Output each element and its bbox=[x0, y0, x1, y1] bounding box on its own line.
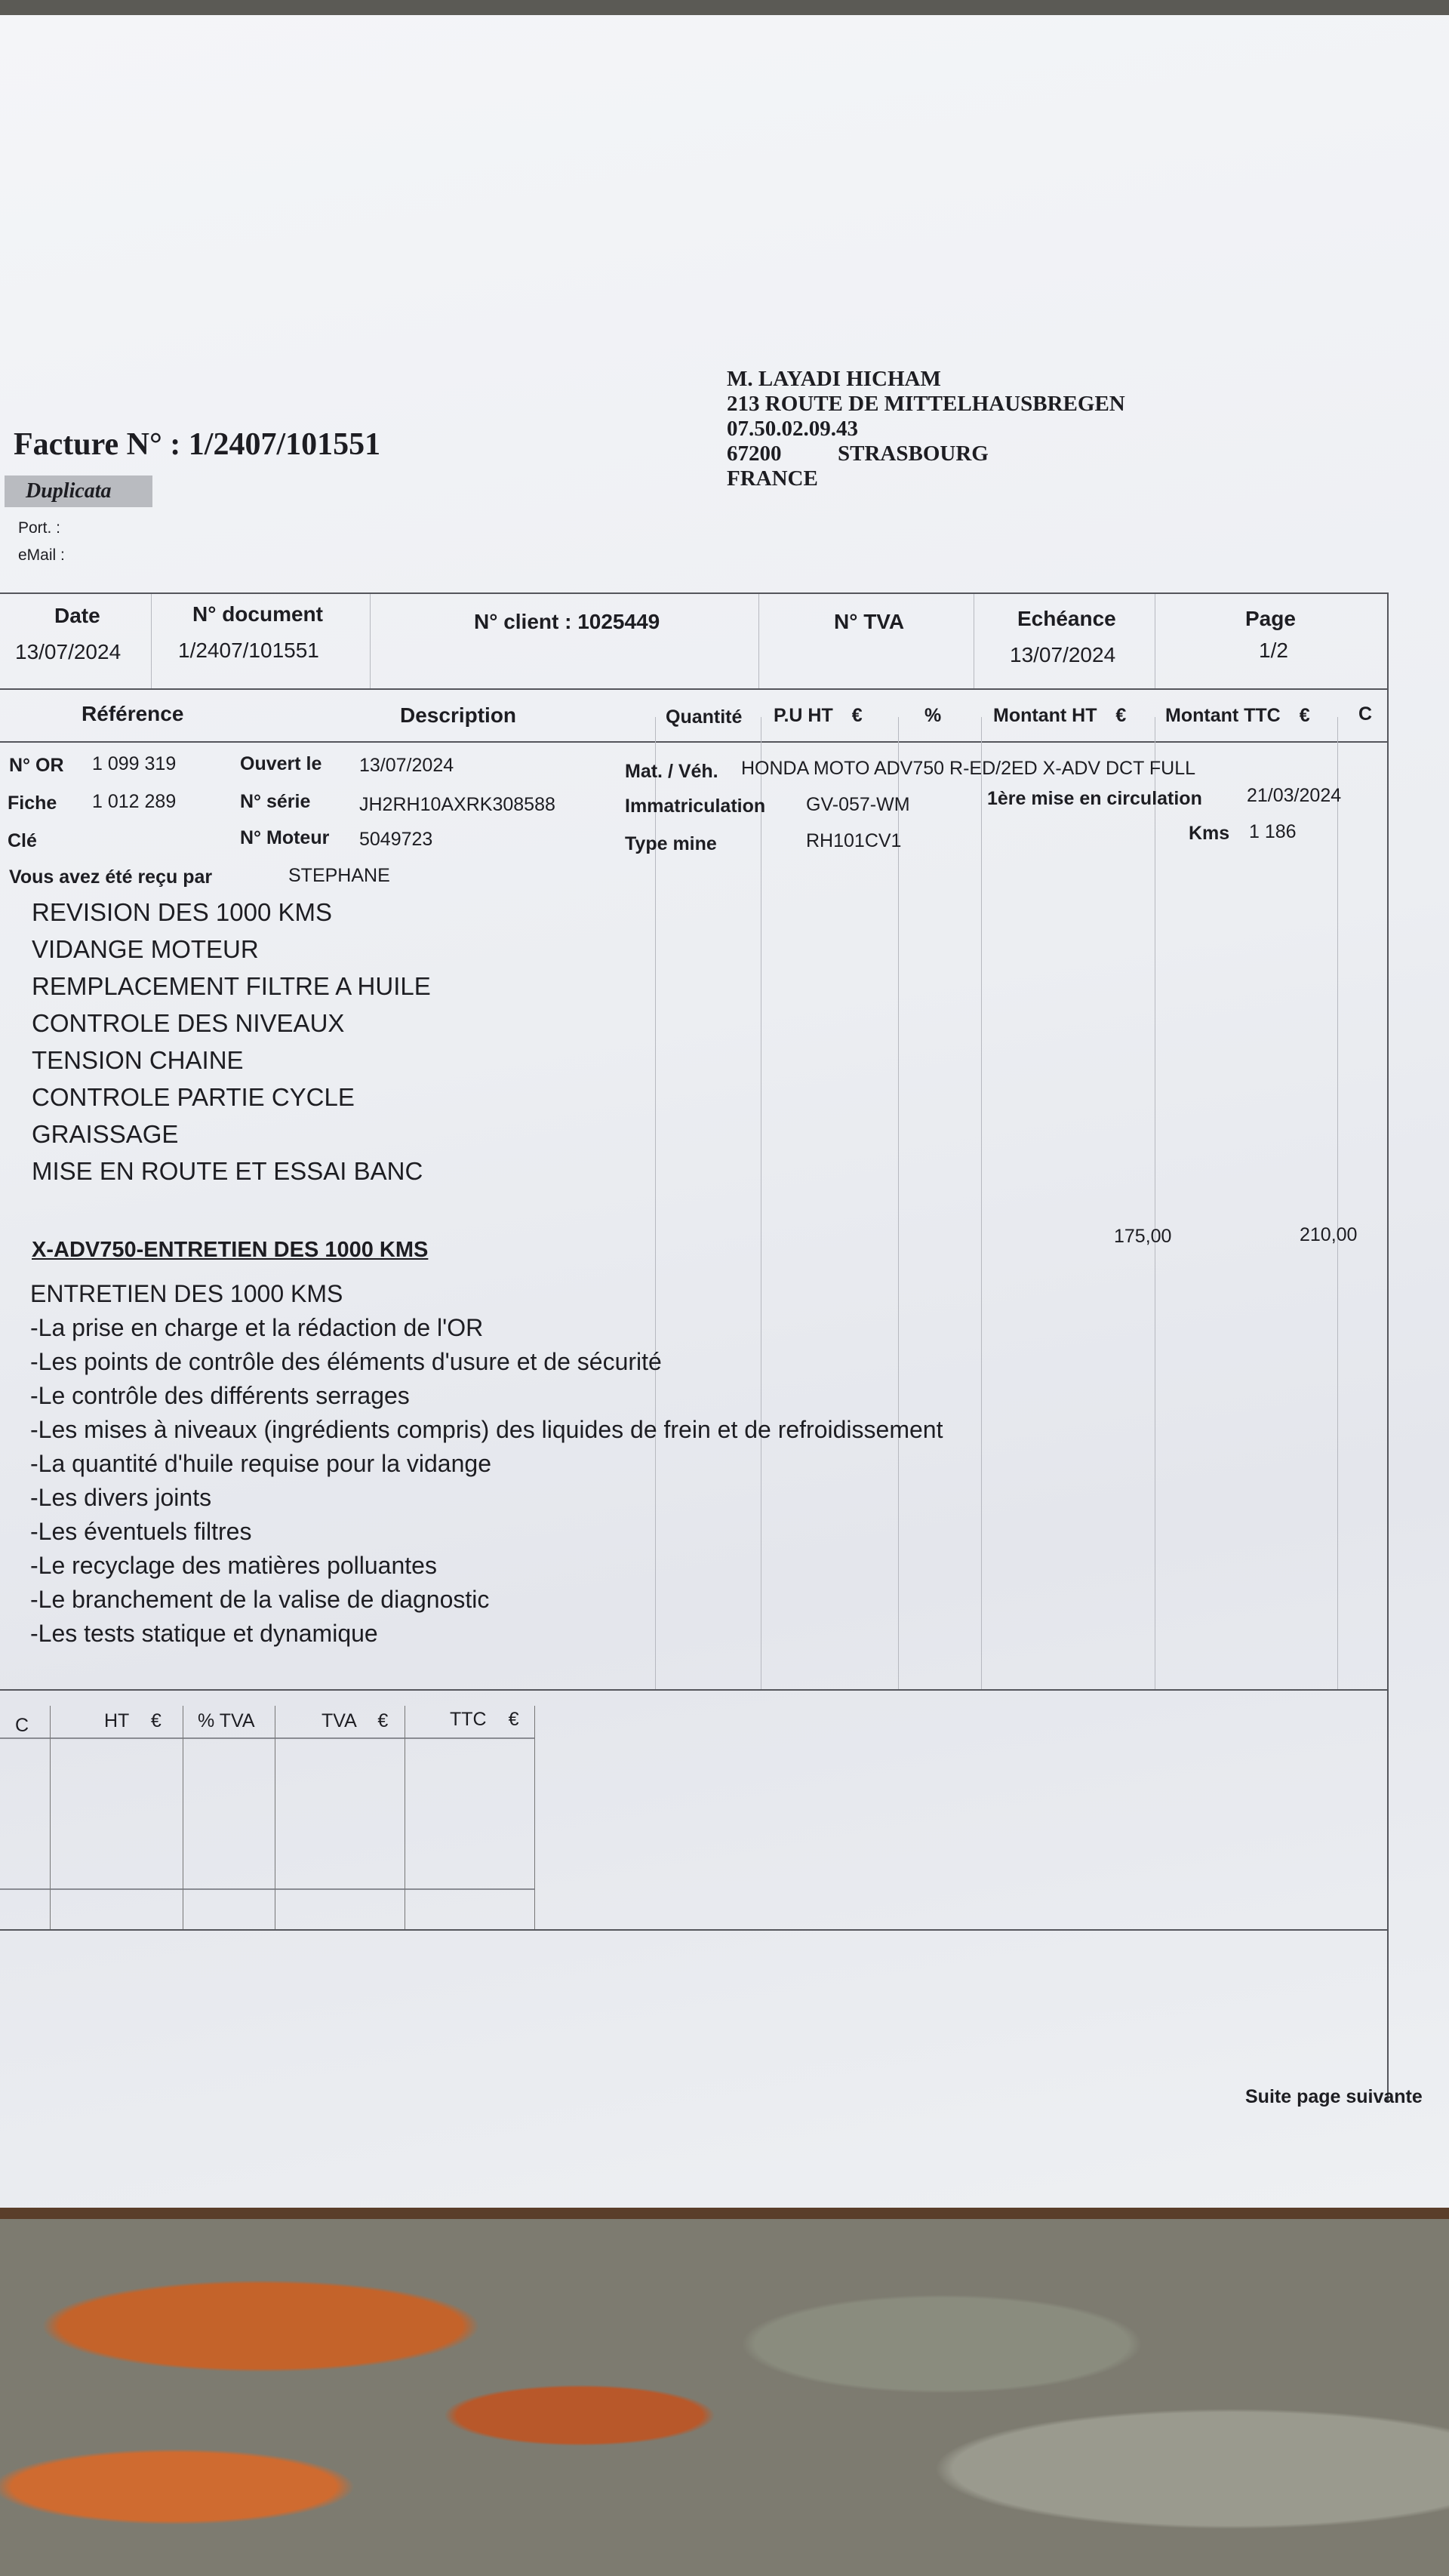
col-mht-label: Montant HT bbox=[993, 705, 1097, 726]
package-line: ENTRETIEN DES 1000 KMS bbox=[30, 1280, 343, 1307]
port-label: Port. : bbox=[18, 519, 61, 537]
invoice-page bbox=[0, 15, 1449, 2208]
email-label: eMail : bbox=[18, 546, 65, 564]
immat-label: Immatriculation bbox=[625, 796, 766, 817]
totals-ht-currency: € bbox=[150, 1710, 162, 1731]
totals-c: C bbox=[15, 1715, 29, 1736]
package-title: X-ADV750-ENTRETIEN DES 1000 KMS bbox=[32, 1238, 429, 1262]
col-montant-ht bbox=[993, 705, 1126, 727]
package-line: -Les mises à niveaux (ingrédients compris) des liquides de frein et de refroidissement bbox=[30, 1416, 943, 1443]
column-separator bbox=[1337, 717, 1338, 1691]
col-pu bbox=[774, 705, 863, 727]
totals-divider bbox=[534, 1706, 535, 1929]
work-item: VIDANGE MOTEUR bbox=[32, 935, 259, 963]
column-separator bbox=[981, 717, 982, 1691]
due-date-label: Echéance bbox=[1017, 607, 1116, 630]
col-c: C bbox=[1358, 703, 1373, 725]
totals-top-border bbox=[0, 1689, 1389, 1691]
recu-value: STEPHANE bbox=[288, 865, 390, 886]
package-details bbox=[30, 1277, 943, 1651]
type-mine-label: Type mine bbox=[625, 833, 717, 854]
page-value: 1/2 bbox=[1259, 639, 1288, 662]
totals-row-border bbox=[0, 1888, 534, 1890]
package-line: -Les divers joints bbox=[30, 1484, 212, 1511]
columns-bottom-border bbox=[0, 741, 1389, 743]
fiche-label: Fiche bbox=[8, 792, 57, 814]
page-label: Page bbox=[1245, 607, 1296, 630]
tva-number-label: N° TVA bbox=[834, 610, 905, 633]
work-item: REMPLACEMENT FILTRE A HUILE bbox=[32, 972, 431, 1000]
client-city: STRASBOURG bbox=[838, 442, 989, 466]
serie-label: N° série bbox=[240, 791, 311, 812]
col-percent: % bbox=[924, 705, 942, 726]
vehicle-value: HONDA MOTO ADV750 R-ED/2ED X-ADV DCT FULL bbox=[741, 758, 1196, 779]
client-number-label: N° client : 1025449 bbox=[474, 610, 660, 633]
summary-divider bbox=[370, 594, 371, 688]
duplicata-badge: Duplicata bbox=[5, 475, 152, 507]
totals-header-border bbox=[0, 1737, 534, 1739]
invoice-title: Facture N° : 1/2407/101551 bbox=[14, 427, 381, 462]
right-border bbox=[1387, 592, 1389, 2102]
totals-tva-currency: € bbox=[377, 1710, 389, 1731]
due-date-value: 13/07/2024 bbox=[1010, 643, 1116, 666]
col-pu-currency: € bbox=[851, 705, 863, 726]
col-reference: Référence bbox=[82, 702, 184, 725]
opened-label: Ouvert le bbox=[240, 753, 322, 774]
document-label: N° document bbox=[192, 602, 323, 626]
totals-ttc bbox=[450, 1709, 518, 1731]
client-address bbox=[727, 367, 1125, 491]
immat-value: GV-057-WM bbox=[806, 794, 910, 815]
next-page-note: Suite page suivante bbox=[1245, 2086, 1423, 2107]
col-mht-currency: € bbox=[1115, 705, 1127, 726]
type-mine-value: RH101CV1 bbox=[806, 830, 902, 851]
totals-divider bbox=[50, 1706, 51, 1929]
kms-label: Kms bbox=[1189, 823, 1230, 844]
moteur-value: 5049723 bbox=[359, 829, 433, 850]
totals-ttc-label: TTC bbox=[450, 1709, 487, 1730]
moteur-label: N° Moteur bbox=[240, 827, 330, 848]
package-line: -La prise en charge et la rédaction de l'OR bbox=[30, 1314, 484, 1341]
totals-pct-tva: % TVA bbox=[198, 1710, 255, 1731]
date-label: Date bbox=[54, 604, 100, 627]
or-label: N° OR bbox=[9, 755, 64, 776]
fiche-value: 1 012 289 bbox=[92, 791, 177, 812]
package-line: -La quantité d'huile requise pour la vidange bbox=[30, 1450, 491, 1477]
client-phone: 07.50.02.09.43 bbox=[727, 417, 858, 441]
rug-background bbox=[0, 2219, 1449, 2576]
summary-divider bbox=[151, 594, 152, 688]
work-item: TENSION CHAINE bbox=[32, 1046, 244, 1074]
package-line: -Le branchement de la valise de diagnostic bbox=[30, 1586, 490, 1613]
work-items-list bbox=[32, 894, 431, 1190]
totals-tva-label: TVA bbox=[321, 1710, 356, 1731]
mise-value: 21/03/2024 bbox=[1247, 785, 1342, 806]
package-montant-ht: 175,00 bbox=[1114, 1226, 1172, 1247]
totals-ht-label: HT bbox=[104, 1710, 129, 1731]
work-item: CONTROLE DES NIVEAUX bbox=[32, 1009, 345, 1037]
package-line: -Le recyclage des matières polluantes bbox=[30, 1552, 437, 1579]
col-montant-ttc bbox=[1165, 705, 1310, 727]
cle-label: Clé bbox=[8, 830, 37, 851]
package-line: -Les points de contrôle des éléments d'usure et de sécurité bbox=[30, 1348, 662, 1375]
package-line: -Les tests statique et dynamique bbox=[30, 1620, 378, 1647]
opened-value: 13/07/2024 bbox=[359, 755, 454, 776]
client-city-line bbox=[727, 442, 1125, 466]
col-mttc-currency: € bbox=[1299, 705, 1310, 726]
work-item: CONTROLE PARTIE CYCLE bbox=[32, 1083, 355, 1111]
col-pu-label: P.U HT bbox=[774, 705, 833, 726]
client-country: FRANCE bbox=[727, 466, 818, 491]
col-description: Description bbox=[400, 703, 517, 727]
client-postcode: 67200 bbox=[727, 442, 782, 466]
totals-tva bbox=[321, 1710, 388, 1732]
mise-label: 1ère mise en circulation bbox=[987, 788, 1202, 809]
or-value: 1 099 319 bbox=[92, 753, 177, 774]
summary-bottom-border bbox=[0, 688, 1389, 690]
recu-label: Vous avez été reçu par bbox=[9, 866, 213, 888]
date-value: 13/07/2024 bbox=[15, 640, 122, 663]
totals-ht bbox=[104, 1710, 162, 1732]
document-value: 1/2407/101551 bbox=[178, 639, 319, 662]
summary-divider bbox=[758, 594, 759, 688]
totals-bottom-border bbox=[0, 1929, 1389, 1931]
vehicle-label: Mat. / Véh. bbox=[625, 761, 718, 782]
client-name: M. LAYADI HICHAM bbox=[727, 367, 941, 391]
kms-value: 1 186 bbox=[1249, 821, 1297, 842]
package-line: -Les éventuels filtres bbox=[30, 1518, 252, 1545]
package-montant-ttc: 210,00 bbox=[1300, 1224, 1358, 1245]
col-quantite: Quantité bbox=[666, 706, 743, 728]
work-item: REVISION DES 1000 KMS bbox=[32, 898, 332, 926]
totals-ttc-currency: € bbox=[508, 1709, 519, 1730]
summary-top-border bbox=[0, 592, 1389, 594]
col-mttc-label: Montant TTC bbox=[1165, 705, 1281, 726]
work-item: MISE EN ROUTE ET ESSAI BANC bbox=[32, 1157, 423, 1185]
work-item: GRAISSAGE bbox=[32, 1120, 179, 1148]
package-line: -Le contrôle des différents serrages bbox=[30, 1382, 410, 1409]
client-street: 213 ROUTE DE MITTELHAUSBREGEN bbox=[727, 392, 1125, 416]
serie-value: JH2RH10AXRK308588 bbox=[359, 794, 555, 815]
